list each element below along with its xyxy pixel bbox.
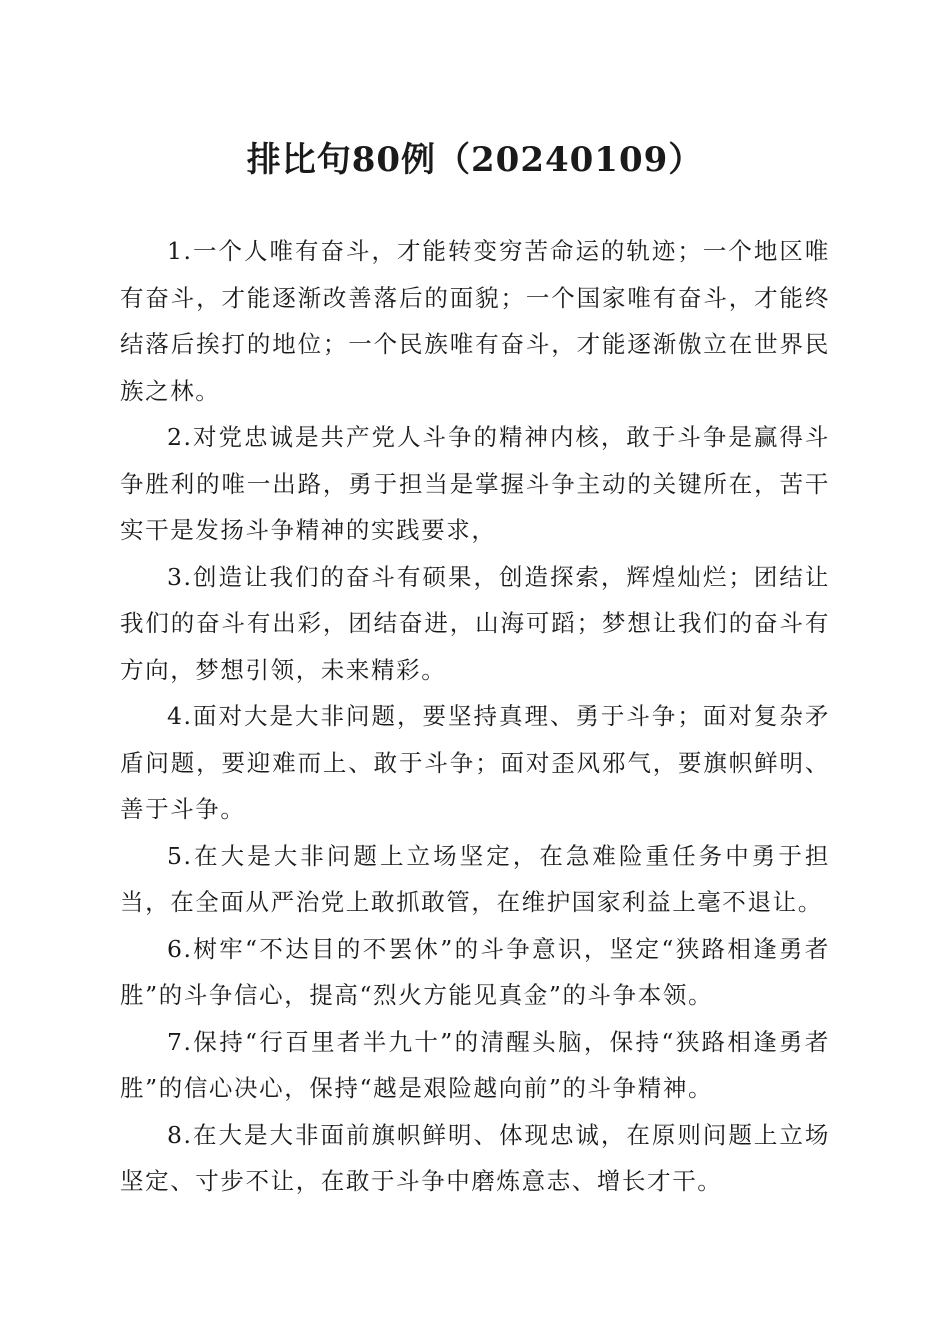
document-body [120, 228, 830, 1205]
paragraph-7: 7.保持“行百里者半九十”的清醒头脑，保持“狭路相逢勇者胜”的信心决心，保持“越是艰险越向前”的斗争精神。 [120, 1027, 830, 1102]
paragraph-6: 6.树牢“不达目的不罢休”的斗争意识，坚定“狭路相逢勇者胜”的斗争信心，提高“烈火方能见真金”的斗争本领。 [120, 934, 830, 1009]
paragraph-8: 8.在大是大非面前旗帜鲜明、体现忠诚，在原则问题上立场坚定、寸步不让，在敢于斗争中磨炼意志、增长才干。 [120, 1120, 830, 1195]
paragraph-5: 5.在大是大非问题上立场坚定，在急难险重任务中勇于担当，在全面从严治党上敢抓敢管，在维护国家利益上毫不退让。 [120, 841, 830, 916]
paragraph-4: 4.面对大是大非问题，要坚持真理、勇于斗争；面对复杂矛盾问题，要迎难而上、敢于斗争；面对歪风邪气，要旗帜鲜明、善于斗争。 [120, 702, 830, 823]
document-title: 排比句80例（20240109） [246, 140, 704, 180]
paragraph-2: 2.对党忠诚是共产党人斗争的精神内核，敢于斗争是赢得斗争胜利的唯一出路，勇于担当是掌握斗争主动的关键所在，苦干实干是发扬斗争精神的实践要求， [120, 423, 830, 544]
paragraph-3: 3.创造让我们的奋斗有硕果，创造探索，辉煌灿烂；团结让我们的奋斗有出彩，团结奋进，山海可蹈；梦想让我们的奋斗有方向，梦想引领，未来精彩。 [120, 562, 830, 684]
paragraph-1: 1.一个人唯有奋斗，才能转变穷苦命运的轨迹；一个地区唯有奋斗，才能逐渐改善落后的面貌；一个国家唯有奋斗，才能终结落后挨打的地位；一个民族唯有奋斗，才能逐渐傲立在世界民族之林。 [120, 237, 830, 405]
